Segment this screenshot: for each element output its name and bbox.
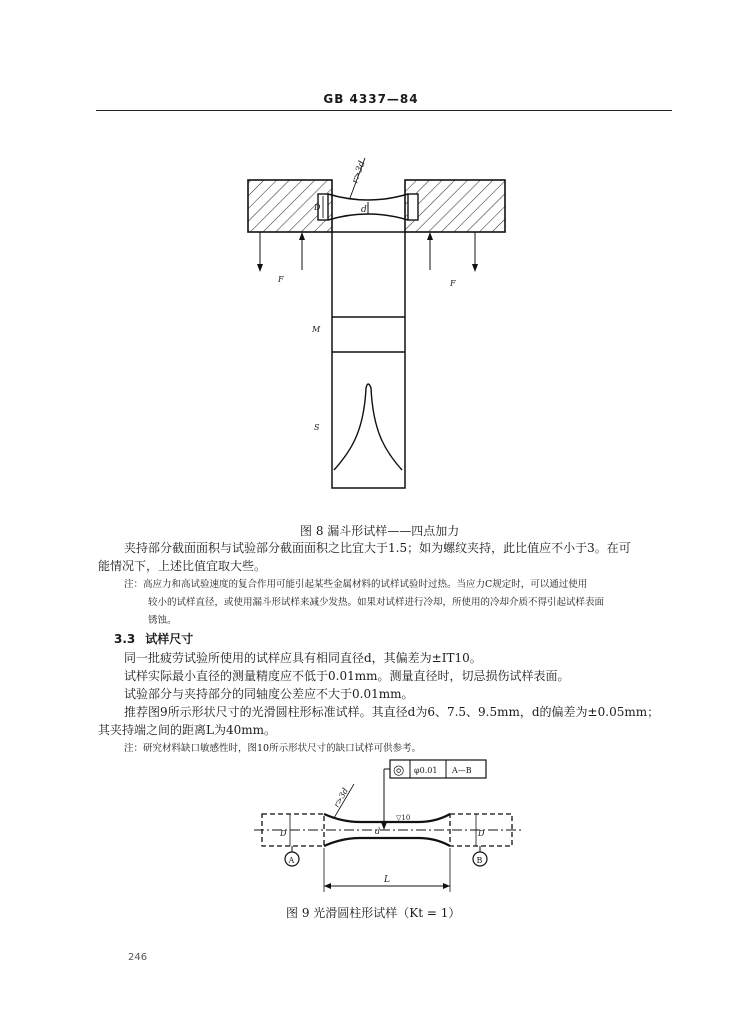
datum-a-label: A xyxy=(288,856,295,865)
label-r: r>3d xyxy=(350,159,368,186)
label-d: d xyxy=(361,205,367,215)
figure-9-caption: 图 9 光滑圆柱形试样（Kt = 1） xyxy=(286,906,461,920)
section-text-line-5: 其夹持端之间的距离L为40mm。 xyxy=(98,723,276,737)
page-header: GB 4337—84 xyxy=(323,92,419,106)
section-text-line-4: 推荐图9所示形状尺寸的光滑圆柱形标准试样。其直径d为6、7.5、9.5mm，d的偏差为±0.05mm； xyxy=(124,705,660,719)
paragraph-1-line-2: 能情况下，上述比值宜取大些。 xyxy=(98,559,267,573)
note-1-line-1: 注：高应力和高试验速度的复合作用可能引起某些金属材料的试样试验时过热。当应力C规定时，可以通过使用 xyxy=(124,579,588,590)
section-number: 3.3 xyxy=(114,632,136,646)
section-text-line-2: 试样实际最小直径的测量精度应不低于0.01mm。测量直径时，切忌损伤试样表面。 xyxy=(124,669,570,683)
note-1-line-3: 锈蚀。 xyxy=(148,615,177,626)
tolerance-value: φ0.01 xyxy=(414,766,438,775)
figure-8-caption: 图 8 漏斗形试样——四点加力 xyxy=(300,524,460,538)
header-rule xyxy=(96,110,672,111)
stress-curve xyxy=(334,384,402,470)
label-D-right: D xyxy=(478,829,485,838)
label-D-left: D xyxy=(280,829,287,838)
label-L: L xyxy=(384,875,390,885)
label-F-right: F xyxy=(450,279,456,288)
label-S: S xyxy=(314,423,320,432)
label-r: r>3d xyxy=(331,786,351,809)
page-number: 246 xyxy=(128,952,148,963)
right-grip-block xyxy=(405,180,505,232)
label-M: M xyxy=(312,325,321,334)
datum-b-label: B xyxy=(476,856,483,865)
note-2: 注：研究材料缺口敏感性时，图10所示形状尺寸的缺口试样可供参考。 xyxy=(124,743,422,754)
section-title: 试样尺寸 xyxy=(145,632,194,646)
paragraph-1-line-1: 夹持部分截面面积与试验部分截面面积之比宜大于1.5；如为螺纹夹持，此比值应不小于3。在可 xyxy=(124,541,631,555)
label-F-left: F xyxy=(278,275,284,284)
note-1-line-2: 较小的试样直径，或使用漏斗形试样来减少发热。如果对试样进行冷却，所使用的冷却介质不得引起试样表面 xyxy=(148,597,605,608)
tolerance-datum: A—B xyxy=(452,766,472,775)
label-D: D xyxy=(314,203,321,212)
specimen-column xyxy=(332,232,405,488)
figure-9-cylindrical-specimen xyxy=(250,756,530,902)
concentricity-icon: ◎ xyxy=(393,763,405,778)
section-text-line-1: 同一批疲劳试验所使用的试样应具有相同直径d，其偏差为±IT10。 xyxy=(124,651,482,665)
roughness-symbol: ▽10 xyxy=(396,814,411,822)
label-d: d xyxy=(375,827,381,836)
figure-8-funnel-specimen xyxy=(240,140,520,500)
section-text-line-3: 试验部分与夹持部分的同轴度公差应不大于0.01mm。 xyxy=(124,687,414,701)
section-heading xyxy=(114,630,193,647)
